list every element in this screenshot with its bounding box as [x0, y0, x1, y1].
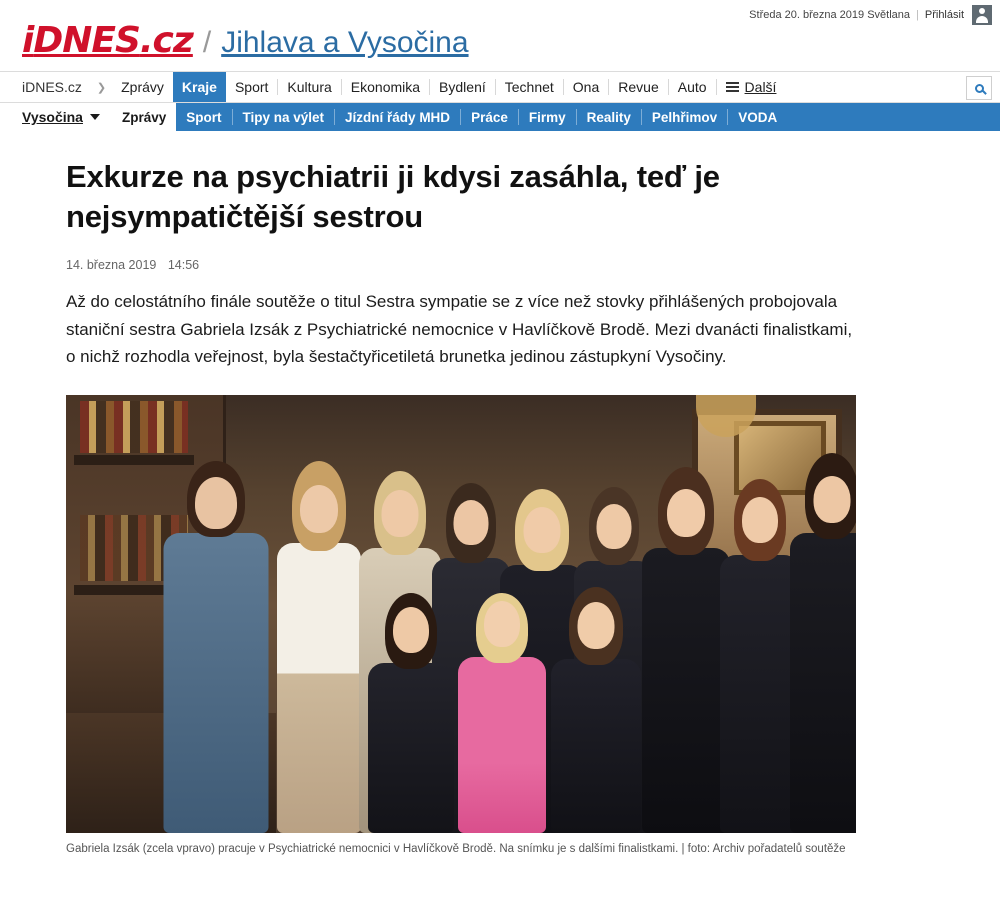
- masthead: [0, 20, 1000, 71]
- nav-item-bydleni[interactable]: Bydlení: [439, 79, 486, 95]
- article: [0, 131, 1000, 858]
- photo-person-body: [458, 657, 546, 833]
- chevron-down-icon: [90, 114, 100, 120]
- photo-person-body: [277, 543, 361, 833]
- photo-person-body: [368, 663, 454, 833]
- photo-person-body: [164, 533, 269, 833]
- primary-navigation: [0, 71, 1000, 103]
- photo-person-seated: [456, 595, 548, 833]
- region-selector[interactable]: [0, 103, 112, 131]
- photo-person-head: [667, 489, 705, 537]
- nav-item-kraje[interactable]: Kraje: [173, 72, 226, 102]
- logo-dnes: DNES: [33, 20, 140, 61]
- photo-person-seated: [548, 597, 644, 833]
- subnav-item-zpravy[interactable]: Zprávy: [112, 103, 176, 131]
- photo-person-head: [814, 476, 851, 523]
- nav-item-technet[interactable]: Technet: [504, 79, 554, 95]
- photo-person-gabriela: [786, 443, 856, 833]
- user-icon[interactable]: [972, 5, 992, 25]
- photo-person: [161, 443, 271, 833]
- article-timestamp: [66, 258, 940, 272]
- search-button[interactable]: [966, 76, 992, 100]
- article-photo-wrapper: [66, 395, 856, 858]
- photo-person-head: [300, 485, 338, 533]
- photo-person-body: [790, 533, 856, 833]
- login-link[interactable]: Přihlásit: [924, 9, 964, 21]
- nav-item-auto[interactable]: Auto: [677, 79, 707, 95]
- photo-person-head: [484, 601, 520, 647]
- current-date: Středa 20. března 2019 Světlana: [749, 9, 911, 21]
- nav-item-idnes-home[interactable]: iDNES.cz: [22, 79, 82, 95]
- masthead-slash: /: [202, 26, 212, 59]
- search-icon: [975, 84, 984, 93]
- subnav-item-pelhrimov[interactable]: Pelhřimov: [651, 109, 718, 125]
- article-time: 14:56: [167, 258, 200, 273]
- photo-person-body: [551, 659, 641, 833]
- subnav-item-jizdni-rady-mhd[interactable]: Jízdní řády MHD: [345, 109, 451, 125]
- photo-person-head: [454, 500, 489, 545]
- article-photo[interactable]: [66, 395, 856, 833]
- region-title[interactable]: Jihlava a Vysočina: [221, 26, 469, 59]
- hamburger-icon: [726, 82, 739, 92]
- logo-cz: .cz: [139, 20, 193, 61]
- nav-item-zpravy[interactable]: Zprávy: [121, 79, 164, 95]
- photo-person: [271, 453, 366, 833]
- page-title: Exkurze na psychiatrii ji kdysi zasáhla, teď je nejsympatičtější sestrou: [66, 159, 720, 234]
- logo-i: i: [22, 20, 34, 61]
- secondary-navigation: [0, 103, 1000, 131]
- article-date: 14. března 2019: [66, 258, 157, 273]
- nav-item-more[interactable]: [717, 72, 786, 102]
- subnav-item-tipy-na-vylet[interactable]: Tipy na výlet: [242, 109, 325, 125]
- photo-person-head: [393, 607, 429, 653]
- photo-person-head: [195, 477, 237, 529]
- subnav-item-voda[interactable]: VODA: [738, 109, 778, 125]
- subnav-item-prace[interactable]: Práce: [471, 109, 508, 125]
- subnav-item-reality[interactable]: Reality: [586, 109, 631, 125]
- photo-subject-group: [66, 395, 856, 833]
- article-perex: Až do celostátního finále soutěže o titul Sestra sympatie se z více než stovky přihlášených probojovala staniční sestra Gabriela Izsák z Psychiatrické nemocnice v Havlíčkově Brodě. Mezi dvanácti finalistkami, o nichž rozhodla veřejnost, byla šestačtyřicetiletá brunetka jedinou zástupkyní Vysočiny.: [66, 292, 853, 367]
- nav-item-ekonomika[interactable]: Ekonomika: [350, 79, 421, 95]
- nav-item-sport[interactable]: Sport: [234, 79, 269, 95]
- utility-divider: |: [916, 9, 919, 21]
- photo-person-head: [524, 507, 561, 553]
- photo-person-head: [578, 602, 615, 649]
- idnes-logo[interactable]: [22, 20, 193, 61]
- chevron-right-icon: ❯: [96, 81, 107, 94]
- nav-item-revue[interactable]: Revue: [618, 79, 659, 95]
- nav-item-ona[interactable]: Ona: [572, 79, 600, 95]
- photo-person-head: [597, 504, 632, 549]
- photo-person-head: [742, 497, 778, 543]
- photo-caption: Gabriela Izsák (zcela vpravo) pracuje v Psychiatrické nemocnici v Havlíčkově Brodě. Na snímku je s dalšími finalistkami. | foto: Archiv pořadatelů soutěže: [66, 842, 846, 855]
- nav-item-kultura[interactable]: Kultura: [287, 79, 332, 95]
- photo-person-head: [382, 490, 419, 537]
- nav-more-label: Další: [744, 79, 777, 95]
- region-selector-label: Vysočina: [22, 109, 83, 125]
- subnav-item-firmy[interactable]: Firmy: [528, 109, 566, 125]
- photo-person-seated: [366, 603, 456, 833]
- subnav-item-sport[interactable]: Sport: [186, 109, 222, 125]
